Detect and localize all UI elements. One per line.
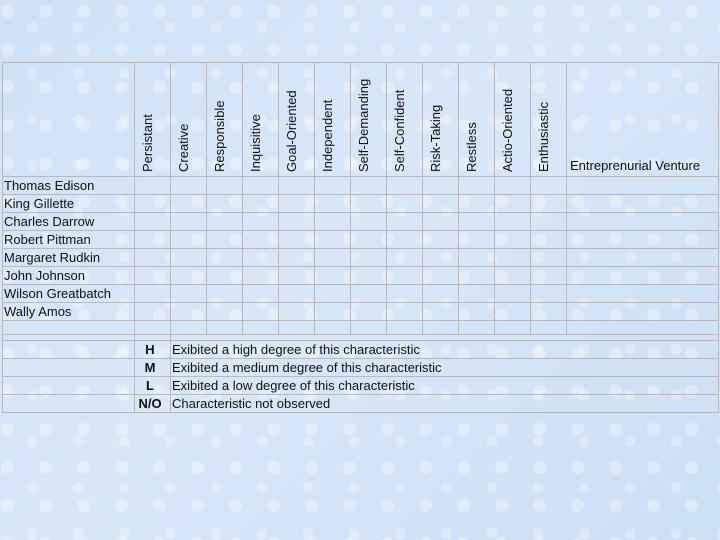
grid-v-col-12: [566, 62, 567, 320]
header-enthusiastic: Enthusiastic: [536, 101, 551, 172]
grid-h-row-2: [2, 212, 719, 213]
grid-v-legend-b: [170, 334, 171, 412]
legend-text-h: Exibited a high degree of this characteristic: [172, 342, 420, 357]
grid-v-sep-1: [170, 320, 171, 334]
row-label-john-johnson: John Johnson: [4, 268, 85, 283]
legend-text-l: Exibited a low degree of this characteristic: [172, 378, 415, 393]
grid-v-sep-9: [458, 320, 459, 334]
grid-v-sep-12: [566, 320, 567, 334]
row-label-margaret-rudkin: Margaret Rudkin: [4, 250, 101, 265]
header-risk-taking: Risk-Taking: [428, 104, 443, 172]
header-persistant: Persistant: [140, 114, 155, 172]
legend-code-m: M: [144, 360, 156, 375]
header-responsible: Responsible: [212, 100, 227, 172]
grid-v-right: [718, 62, 719, 412]
header-restless: Restless: [464, 122, 479, 172]
grid-h-legend-4: [2, 412, 719, 413]
row-label-robert-pittman: Robert Pittman: [4, 232, 91, 247]
header-independent: Independent: [320, 99, 335, 172]
header-self-demanding: Self-Demanding: [356, 78, 371, 172]
grid-v-sep-0: [134, 320, 135, 334]
grid-h-sep: [2, 334, 719, 335]
header-goal-oriented: Goal-Oriented: [284, 90, 299, 172]
venture-header: Entreprenurial Venture: [570, 158, 701, 173]
grid-v-sep-3: [242, 320, 243, 334]
grid-v-sep-7: [386, 320, 387, 334]
row-label-charles-darrow: Charles Darrow: [4, 214, 95, 229]
grid-v-sep-11: [530, 320, 531, 334]
grid-h-row-3: [2, 230, 719, 231]
grid-h-row-1: [2, 194, 719, 195]
row-label-thomas-edison: Thomas Edison: [4, 178, 95, 193]
row-label-wally-amos: Wally Amos: [4, 304, 72, 319]
row-label-wilson-greatbatch: Wilson Greatbatch: [4, 286, 111, 301]
grid-v-sep-8: [422, 320, 423, 334]
grid-h-row-8: [2, 320, 719, 321]
grid-v-left: [2, 62, 3, 412]
grid-v-sep-2: [206, 320, 207, 334]
legend-code-no: N/O: [138, 396, 162, 411]
legend-code-h: H: [145, 342, 155, 357]
grid-v-sep-5: [314, 320, 315, 334]
legend-code-l: L: [146, 378, 154, 393]
grid-h-row-0: [2, 176, 719, 177]
grid-h-row-4: [2, 248, 719, 249]
grid-h-row-5: [2, 266, 719, 267]
grid-v-sep-4: [278, 320, 279, 334]
header-inquisitive: Inquisitive: [248, 114, 263, 172]
grid-v-sep-6: [350, 320, 351, 334]
row-label-king-gillette: King Gillette: [4, 196, 75, 211]
header-self-confident: Self-Confident: [392, 89, 407, 172]
header-creative: Creative: [176, 123, 191, 172]
header-action-oriented: Actio-Oriented: [500, 88, 515, 172]
legend-text-no: Characteristic not observed: [172, 396, 331, 411]
legend-text-m: Exibited a medium degree of this characteristic: [172, 360, 442, 375]
grid-v-sep-10: [494, 320, 495, 334]
